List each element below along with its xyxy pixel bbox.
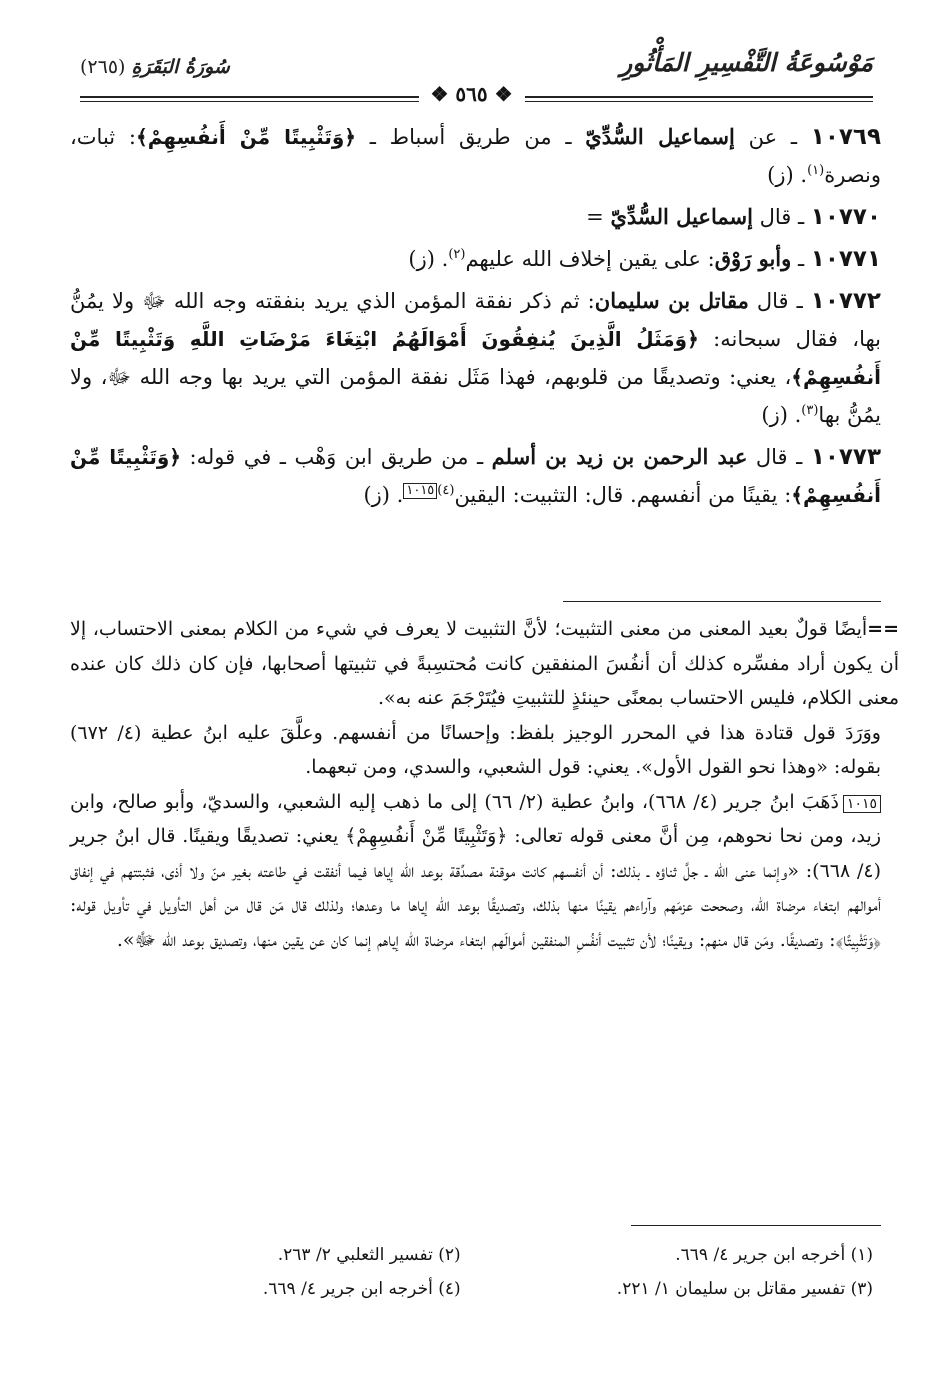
sura-name: سُورَةُ البَقَرَةِ: [131, 56, 230, 78]
quran-quote: ﴿وَمَثَلُ الَّذِينَ يُنفِقُونَ أَمْوَالَهُمُ ابْتِغَاءَ مَرْضَاتِ اللَّهِ وَتَثْبِيتًا مِّنْ أَنفُسِهِمْ﴾: [70, 327, 881, 389]
footnote-ref: (٣): [801, 403, 819, 418]
entry-number: ١٠٧٧٣: [810, 444, 882, 470]
main-text: [70, 118, 881, 514]
narrator: عبد الرحمن بن زيد بن أسلم: [491, 444, 748, 469]
continuation-mark: ==: [867, 618, 899, 640]
commentary-ref-box: ١٠١٥: [403, 483, 437, 499]
narrator: وأبو رَوْق: [714, 246, 792, 271]
footnote: (٤) أخرجه ابن جرير ٤/ ٦٦٩.: [262, 1279, 461, 1299]
note-paragraph: ١٠١٥ذَهَبَ ابنُ جرير (٤/ ٦٦٨)، وابنُ عطية (٢/ ٦٦) إلى ما ذهب إليه الشعبي، والسديّ، وأبو صالح، وابن زيد، ومن نحا نحوهم، مِن أنَّ معنى قوله تعالى: ﴿وَتَثْبِيتًا مِّنْ أَنفُسِهِمْ﴾ يعني: تصديقًا ويقينًا. قال ابنُ جرير (٤/ ٦٦٨): «وإنما عنى الله ـ جلَّ ثناؤه ـ بذلك: أن أنفسهم كانت موقنة مصدِّقة بوعد الله إياها فيما أنفقت في طاعته بغير منّ ولا أذى، فثبتتهم في إنفاق أموالهم ابتغاء مرضاة الله، وصححت عزمَهم وآراءهم يقينًا منها بذلك، وتصديقًا بوعد الله إياها ما وعدها؛ ولذلك قال مَن قال من أهل التأويل في تأويل قوله: ﴿وَتَثْبِيتًا﴾: وتصديقًا. ومَن قال منهم: ويقينًا؛ لأن تثبيت أنفُسِ المنفقين أموالَهم ابتغاء مرضاة الله إياهم إنما كان عن يقين منها، وتصديق بوعد الله ﷻ».: [70, 790, 881, 951]
commentary-notes: [70, 612, 899, 957]
book-title: مَوْسُوعَةُ التَّفْسِيرِ المَأْثُورِ: [620, 48, 873, 77]
footnote-ref: (١): [807, 163, 825, 178]
footnote: (٣) تفسير مقاتل بن سليمان ١/ ٢٢١.: [616, 1279, 873, 1299]
page-number: ❖ ٥٦٥ ❖: [418, 82, 524, 106]
ornament-left-icon: ❖: [430, 82, 449, 106]
entry-number: ١٠٧٦٩: [810, 124, 881, 150]
entry: ١٠٧٧٣ ـ قال عبد الرحمن بن زيد بن أسلم ـ من طريق ابن وَهْب ـ في قوله: ﴿وَتَثْبِيتًا مِّنْ أَنفُسِهِمْ﴾: يقينًا من أنفسهم. قال: التثبيت: اليقين$^{(٤)}$١٠١٥. (ز): [70, 444, 882, 507]
narrator: إسماعيل السُّدِّيّ: [585, 124, 735, 149]
entry-number: ١٠٧٧٢: [810, 288, 881, 314]
entry: ١٠٧٧١ ـ وأبو رَوْق: على يقين إخلاف الله عليهم$^{(٢)}$. (ز): [408, 246, 881, 272]
footnote: (٢) تفسير الثعلبي ٢/ ٢٦٣.: [277, 1245, 461, 1265]
footnotes-column-left: [80, 1238, 461, 1306]
sura-reference: [80, 56, 230, 78]
verse-reference: (٢٦٥): [80, 56, 126, 78]
notes-separator: [563, 601, 881, 602]
entry: ١٠٧٧٢ ـ قال مقاتل بن سليمان: ثم ذكر نفقة المؤمن الذي يريد بنفقته وجه الله ﷻ ولا يمُنُّ بها، فقال سبحانه: ﴿وَمَثَلُ الَّذِينَ يُنفِقُونَ أَمْوَالَهُمُ ابْتِغَاءَ مَرْضَاتِ اللَّهِ وَتَثْبِيتًا مِّنْ أَنفُسِهِمْ﴾، يعني: وتصديقًا من قلوبهم، فهذا مَثَل نفقة المؤمن التي يريد بها وجه الله ﷻ، ولا يمُنُّ بها$^{(٣)}$. (ز): [70, 288, 881, 427]
entry: ١٠٧٧٠ ـ قال إسماعيل السُّدِّيّ =: [586, 204, 881, 230]
entry-number: ١٠٧٧١: [810, 246, 881, 272]
narrator: إسماعيل السُّدِّيّ: [610, 204, 753, 229]
narrator: مقاتل بن سليمان: [594, 288, 749, 313]
quran-quote: ﴿وَتَثْبِيتًا مِّنْ أَنفُسِهِمْ﴾: [70, 445, 881, 507]
footnote-ref: (٤): [437, 483, 455, 498]
footnote: (١) أخرجه ابن جرير ٤/ ٦٦٩.: [675, 1245, 873, 1265]
quran-quote: ﴿وَتَثْبِيتًا مِّنْ أَنفُسِهِمْ﴾: [135, 125, 356, 149]
commentary-number-box: ١٠١٥: [843, 795, 881, 813]
footnote-ref: (٢): [448, 247, 466, 262]
footnotes-column-right: [492, 1238, 873, 1306]
note-paragraph: ووَرَدَ قول قتادة هذا في المحرر الوجيز بلفظ: وإحسانًا من أنفسهم. وعلَّقَ عليه ابنُ عطية (٤/ ٦٧٢) بقوله: «وهذا نحو القول الأول». يعني: قول الشعبي، والسدي، ومن تبعهما.: [70, 721, 881, 778]
ornament-right-icon: ❖: [494, 82, 513, 106]
entry-number: ١٠٧٧٠: [810, 204, 881, 230]
entry: ١٠٧٦٩ ـ عن إسماعيل السُّدِّيّ ـ من طريق أسباط ـ ﴿وَتَثْبِيتًا مِّنْ أَنفُسِهِمْ﴾: ثبات، ونصرة$^{(١)}$. (ز): [70, 124, 881, 187]
note-paragraph: ==أيضًا قولٌ بعيد المعنى من معنى التثبيت؛ لأنَّ التثبيت لا يعرف في شيء من الكلام بمعنى الاحتساب، إلا أن يكون أراد مفسِّره كذلك أن أنفُسَ المنفقين كانت مُحتسِبةً في تثبيتها أصحابها، فإن كان ذلك كان عنده معنى الكلام، فليس الاحتساب بمعنًى حينئذٍ للتثبيتِ فيُتَرْجَمَ عنه به».: [70, 618, 899, 709]
footnotes-separator: [631, 1225, 881, 1226]
